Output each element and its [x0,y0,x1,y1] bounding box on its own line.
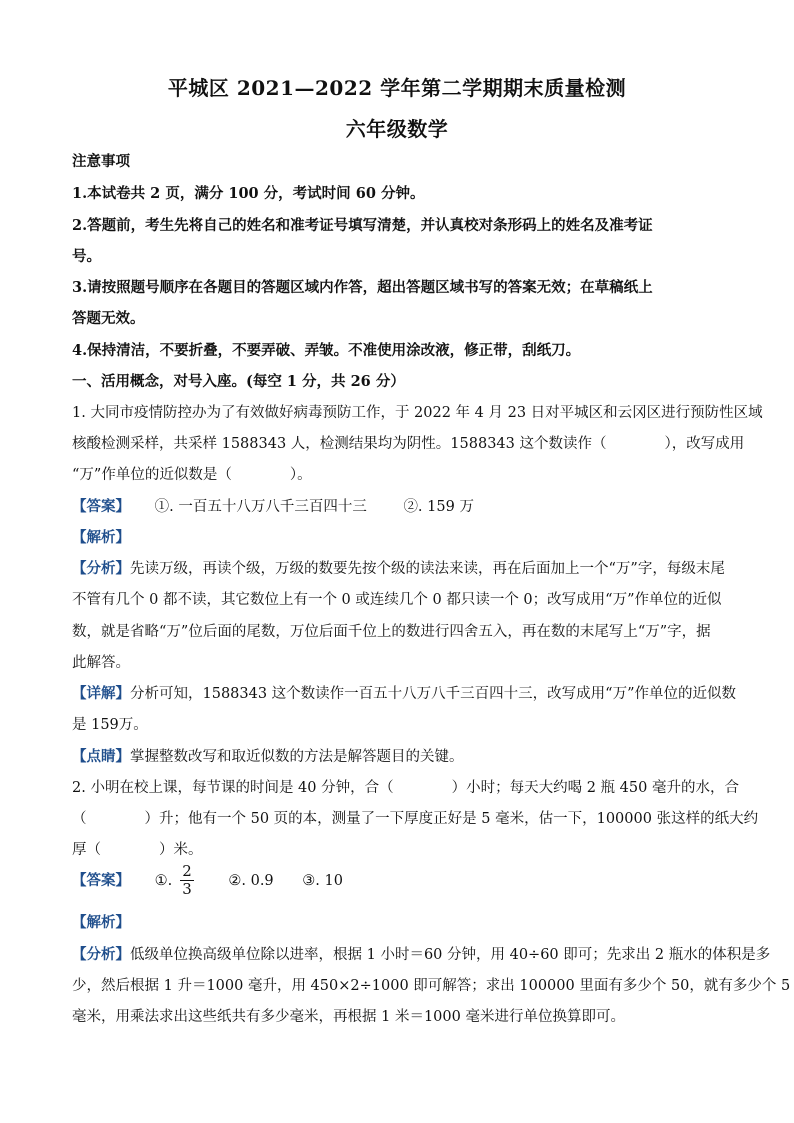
page-title: 平城区 2021—2022 学年第二学期期末质量检测 [167,76,627,100]
q1-remark-line [72,745,732,766]
q2-answer [72,863,349,898]
note-1: 1.本试卷共 2 页，满分 100 分，考试时间 60 分钟。 [72,185,425,202]
notes-heading: 注意事项 [72,153,130,170]
q1-analysis-text1: 先读万级，再读个级，万级的数要先按个级的读法来读，再在后面加上一个“万”字，每级末尾 [130,561,725,577]
note-2-line2: 号。 [72,248,101,265]
q1-analysis-line3: 数，就是省略“万”位后面的尾数，万位后面千位上的数进行四舍五入，再在数的末尾写上“万”字，据 [72,624,711,640]
q1-detail-line1 [72,682,737,703]
q1-answer-1: ①. 一百五十八万八千三百四十三 [154,499,367,515]
q1-answer-2: ②. 159 万 [403,499,474,515]
answer-tag: 【答案】 [72,498,130,515]
q2-analysis-line1 [72,943,771,964]
dianjing-tag: 【点睛】 [72,748,130,765]
q2-analysis-line3: 毫米，用乘法求出这些纸共有多少毫米，再根据 1 米＝1000 毫米进行单位换算即可。 [72,1009,625,1025]
fenxi-tag: 【分析】 [72,560,130,577]
q1-remark-text: 掌握整数改写和取近似数的方法是解答题目的关键。 [130,749,464,765]
fraction-two-thirds [180,863,200,898]
jiexi-tag: 【解析】 [72,914,130,931]
fraction-denominator: 3 [182,880,192,898]
q1-analysis-line4: 此解答。 [72,655,130,671]
jiexi-tag: 【解析】 [72,529,130,546]
q1-answer [72,495,480,516]
section-1-heading: 一、活用概念，对号入座。(每空 1 分，共 26 分） [72,373,405,390]
q2-answer-2: ②. 0.9 [228,872,274,889]
q1-text-line2: 核酸检测采样，共采样 1588343 人，检测结果均为阴性。1588343 这个数读作（ ），改写成用 [72,436,745,452]
fraction-numerator: 2 [182,862,192,880]
q1-detail-line2: 是 159万。 [72,717,148,733]
q2-text-line3: 厚（ ）米。 [72,842,203,858]
note-3-line2: 答题无效。 [72,310,145,327]
q2-text-line2: （ ）升；他有一个 50 页的本，测量了一下厚度正好是 5 毫米，估一下，100000 张这样的纸大约 [72,811,759,827]
q2-answer-1-prefix: ①. [154,872,173,889]
q1-detail-text1: 分析可知，1588343 这个数读作一百五十八万八千三百四十三，改写成用“万”作单位的近似数 [130,686,737,702]
note-2-line1: 2.答题前，考生先将自己的姓名和准考证号填写清楚，并认真校对条形码上的姓名及准考证 [72,217,653,234]
q1-analysis-line2: 不管有几个 0 都不读，其它数位上有一个 0 或连续几个 0 都只读一个 0；改写成用“万”作单位的近似 [72,592,722,608]
note-3-line1: 3.请按照题号顺序在各题目的答题区域内作答，超出答题区域书写的答案无效；在草稿纸上 [72,279,653,296]
q1-text-line3: “万”作单位的近似数是（ ）。 [72,467,312,483]
answer-tag: 【答案】 [72,871,130,889]
page-subtitle: 六年级数学 [345,117,449,141]
q2-analysis-text1: 低级单位换高级单位除以进率，根据 1 小时＝60 分钟，用 40÷60 即可；先求出 2 瓶水的体积是多 [130,947,771,963]
fenxi-tag: 【分析】 [72,946,130,963]
q2-text-line1: 2. 小明在校上课，每节课的时间是 40 分钟，合（ ）小时；每天大约喝 2 瓶 450 毫升的水，合 [72,780,739,796]
q2-analysis-line2: 少，然后根据 1 升＝1000 毫升，用 450×2÷1000 即可解答；求出 100000 里面有多少个 50，就有多少个 5 [72,978,791,994]
q2-answer-3: ③. 10 [302,872,343,889]
xiangjie-tag: 【详解】 [72,685,130,702]
q1-analysis-line1 [72,557,732,578]
q1-text-line1: 1. 大同市疫情防控办为了有效做好病毒预防工作，于 2022 年 4 月 23 日对平城区和云冈区进行预防性区域 [72,405,763,421]
note-4: 4.保持清洁，不要折叠，不要弄破、弄皱。不准使用涂改液，修正带，刮纸刀。 [72,342,581,359]
